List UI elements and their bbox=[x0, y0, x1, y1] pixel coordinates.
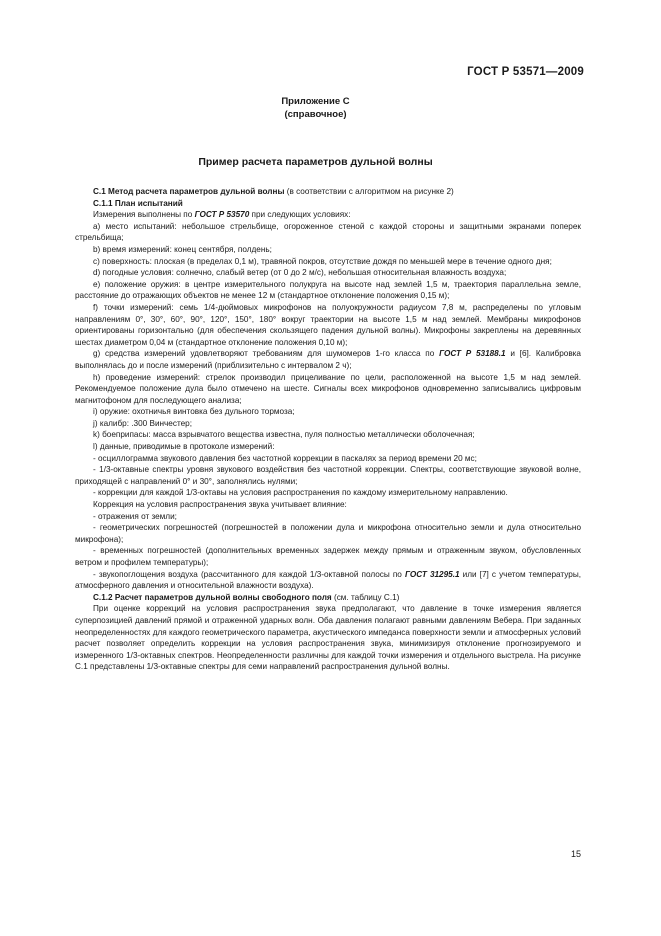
correction-note: Коррекция на условия распространения звука учитывает влияние: bbox=[93, 500, 347, 510]
list-item-d: d) погодные условия: солнечно, слабый ветер (от 0 до 2 м/с), небольшая относительная влажность воздуха; bbox=[93, 268, 507, 278]
standard-header: ГОСТ Р 53571—2009 bbox=[467, 66, 584, 78]
list-item-b: b) время измерений: конец сентября, полдень; bbox=[93, 244, 272, 254]
intro-paragraph bbox=[75, 209, 581, 221]
dash-item-7 bbox=[75, 569, 581, 592]
section-c12 bbox=[75, 592, 581, 604]
list-item-g-reference: ГОСТ Р 53188.1 bbox=[439, 349, 506, 359]
final-paragraph: При оценке коррекций на условия распространения звука предполагают, что давление в точке измерения является суперпозицией давлений прямой и отраженной ударных волн. Оба давления полагают равными давлениям Вебера. При заданных неопределенностях для каждого геометрического параметра, акустического импеданса поверхности земли и атмосферных условий расчет позволяет определить коррекции на условия распространения звука, минимизируя отклонение прогнозируемого и измеренного 1/3-октавных спектров. Неопределенности различны для каждой точки измерения и отдельного выстрела. На рисунке С.1 представлены 1/3-октавные спектры для семи направлений распространения дульной волны. bbox=[75, 604, 581, 672]
dash-item-1: - осциллограмма звукового давления без частотной коррекции в паскалях за период времени 20 мс; bbox=[93, 453, 477, 463]
annex-heading bbox=[0, 95, 661, 121]
intro-text-end: при следующих условиях: bbox=[249, 210, 351, 220]
dash-item-7-reference: ГОСТ 31295.1 bbox=[404, 569, 460, 579]
page-number: 15 bbox=[570, 849, 581, 859]
document-title-text: Пример расчета параметров дульной волны bbox=[198, 156, 433, 168]
list-item-l: l) данные, приводимые в протоколе измерений: bbox=[93, 442, 275, 452]
list-item-k: k) боеприпасы: масса взрывчатого вещества известна, пуля полностью металлически оболочечная; bbox=[93, 430, 475, 440]
section-c11-heading: С.1.1 План испытаний bbox=[93, 198, 183, 208]
intro-reference: ГОСТ Р 53570 bbox=[194, 210, 250, 220]
list-item-g bbox=[75, 348, 581, 371]
annex-subtitle: (справочное) bbox=[284, 109, 347, 120]
document-title bbox=[0, 156, 661, 168]
section-c12-rest: (см. таблицу С.1) bbox=[331, 592, 400, 602]
dash-item-5: - геометрических погрешностей (погрешностей в положении дула и микрофона относительно земли и дула относительно микрофона); bbox=[75, 523, 581, 544]
list-item-f: f) точки измерений: семь 1/4-дюймовых микрофонов на полуокружности радиусом 7,8 м, распределены по угловым направлениям 0°, 30°, 60°, 90°, 120°, 150°, 180° вокруг траектории на высоте 1,5 м над землей. Мембраны микрофонов ориентированы горизонтально (для обеспечения скользящего падения дульной волны). Микрофоны закреплены на деревянных шестах диаметром 0,04 м (стандартное отклонение положения 0,10 м); bbox=[75, 302, 581, 347]
section-c1-rest: (в соответствии с алгоритмом на рисунке 2) bbox=[284, 187, 454, 196]
dash-item-3: - коррекции для каждой 1/3-октавы на условия распространения по каждому измерительному направлению. bbox=[93, 488, 508, 498]
dash-item-4: - отражения от земли; bbox=[93, 511, 177, 521]
list-item-a: a) место испытаний: небольшое стрельбище, огороженное стеной с каждой стороны и защитными экранами поперек стрельбища; bbox=[75, 221, 581, 243]
section-c1 bbox=[75, 186, 581, 198]
list-item-e: e) положение оружия: в центре измерительного полукруга на высоте над землей 1,5 м, траектория параллельна земле, расстояние до отражающих объектов не менее 12 м (стандартное отклонение положения 0,15 м); bbox=[75, 279, 581, 301]
intro-text: Измерения выполнены по bbox=[93, 210, 195, 220]
list-item-c: c) поверхность: плоская (в пределах 0,1 м), травяной покров, отсутствие дождя по меньшей мере в течение одного дня; bbox=[93, 256, 552, 266]
document-body bbox=[75, 186, 581, 673]
section-c12-heading: С.1.2 Расчет параметров дульной волны свободного поля bbox=[93, 592, 332, 602]
dash-item-7-text-end: или [7] с учетом температуры, атмосферного давления и относительной влажности воздуха). bbox=[75, 569, 581, 591]
list-item-i: i) оружие: охотничья винтовка без дульного тормоза; bbox=[93, 407, 295, 417]
list-item-j: j) калибр: .300 Винчестер; bbox=[93, 418, 192, 428]
annex-title: Приложение С bbox=[281, 96, 350, 107]
list-item-h: h) проведение измерений: стрелок производил прицеливание по цели, расположенной на высоте 1,5 м над землей. Рекомендуемое положение дула было отмечено на шесте. Сигналы всех микрофонов одновременно записывались цифровым магнитофоном для последующего анализа; bbox=[75, 372, 581, 405]
section-c1-heading: С.1 Метод расчета параметров дульной волны bbox=[93, 187, 285, 196]
dash-item-6: - временных погрешностей (дополнительных временных задержек между прямым и отраженным звуком, обусловленных ветром и профилем температуры); bbox=[75, 546, 581, 567]
list-item-g-text-end: и [6]. Калибровка выполнялась до и после измерений (приблизительно с интервалом 2 ч); bbox=[75, 349, 581, 370]
list-item-g-text: g) средства измерений удовлетворяют требованиям для шумомеров 1-го класса по bbox=[93, 349, 440, 359]
dash-item-2: - 1/3-октавные спектры уровня звукового воздействия без частотной коррекции. Спектры, соответствующие звуковой волне, приходящей с направлений 0° и 30°, заполнялись нулями; bbox=[75, 465, 581, 486]
dash-item-7-text: - звукопоглощения воздуха (рассчитанного для каждой 1/3-октавной полосы по bbox=[93, 569, 405, 579]
